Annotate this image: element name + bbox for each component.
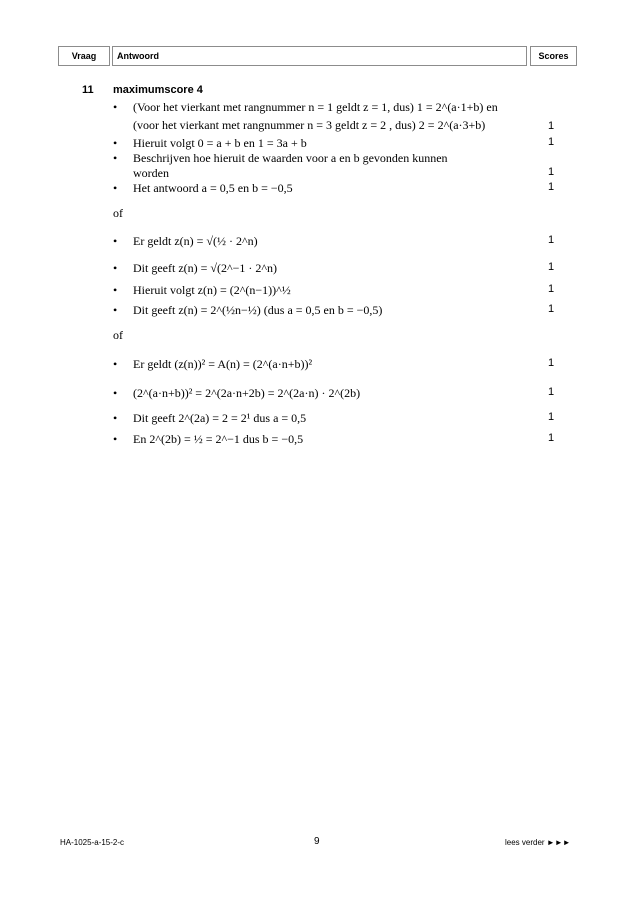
score-5: 1 [548, 234, 555, 246]
question-title: maximumscore 4 [113, 84, 203, 96]
score-11: 1 [548, 411, 555, 423]
question-number: 11 [82, 84, 94, 96]
score-4: 1 [548, 181, 555, 193]
footer-code: HA-1025-a-15-2-c [60, 838, 125, 847]
score-10: 1 [548, 386, 555, 398]
score-7: 1 [548, 283, 555, 295]
footer-next: lees verder ►►► [505, 838, 571, 847]
header-antwoord: Antwoord [112, 46, 527, 66]
score-3: 1 [548, 166, 555, 178]
or-separator-2: of [113, 328, 123, 342]
score-2: 1 [548, 136, 555, 148]
header-scores: Scores [530, 46, 577, 66]
score-8: 1 [548, 303, 555, 315]
page-number: 9 [314, 836, 320, 847]
header-vraag: Vraag [58, 46, 110, 66]
score-12: 1 [548, 432, 555, 444]
or-separator-1: of [113, 206, 123, 220]
score-6: 1 [548, 261, 555, 273]
score-1: 1 [548, 120, 555, 132]
score-9: 1 [548, 357, 555, 369]
